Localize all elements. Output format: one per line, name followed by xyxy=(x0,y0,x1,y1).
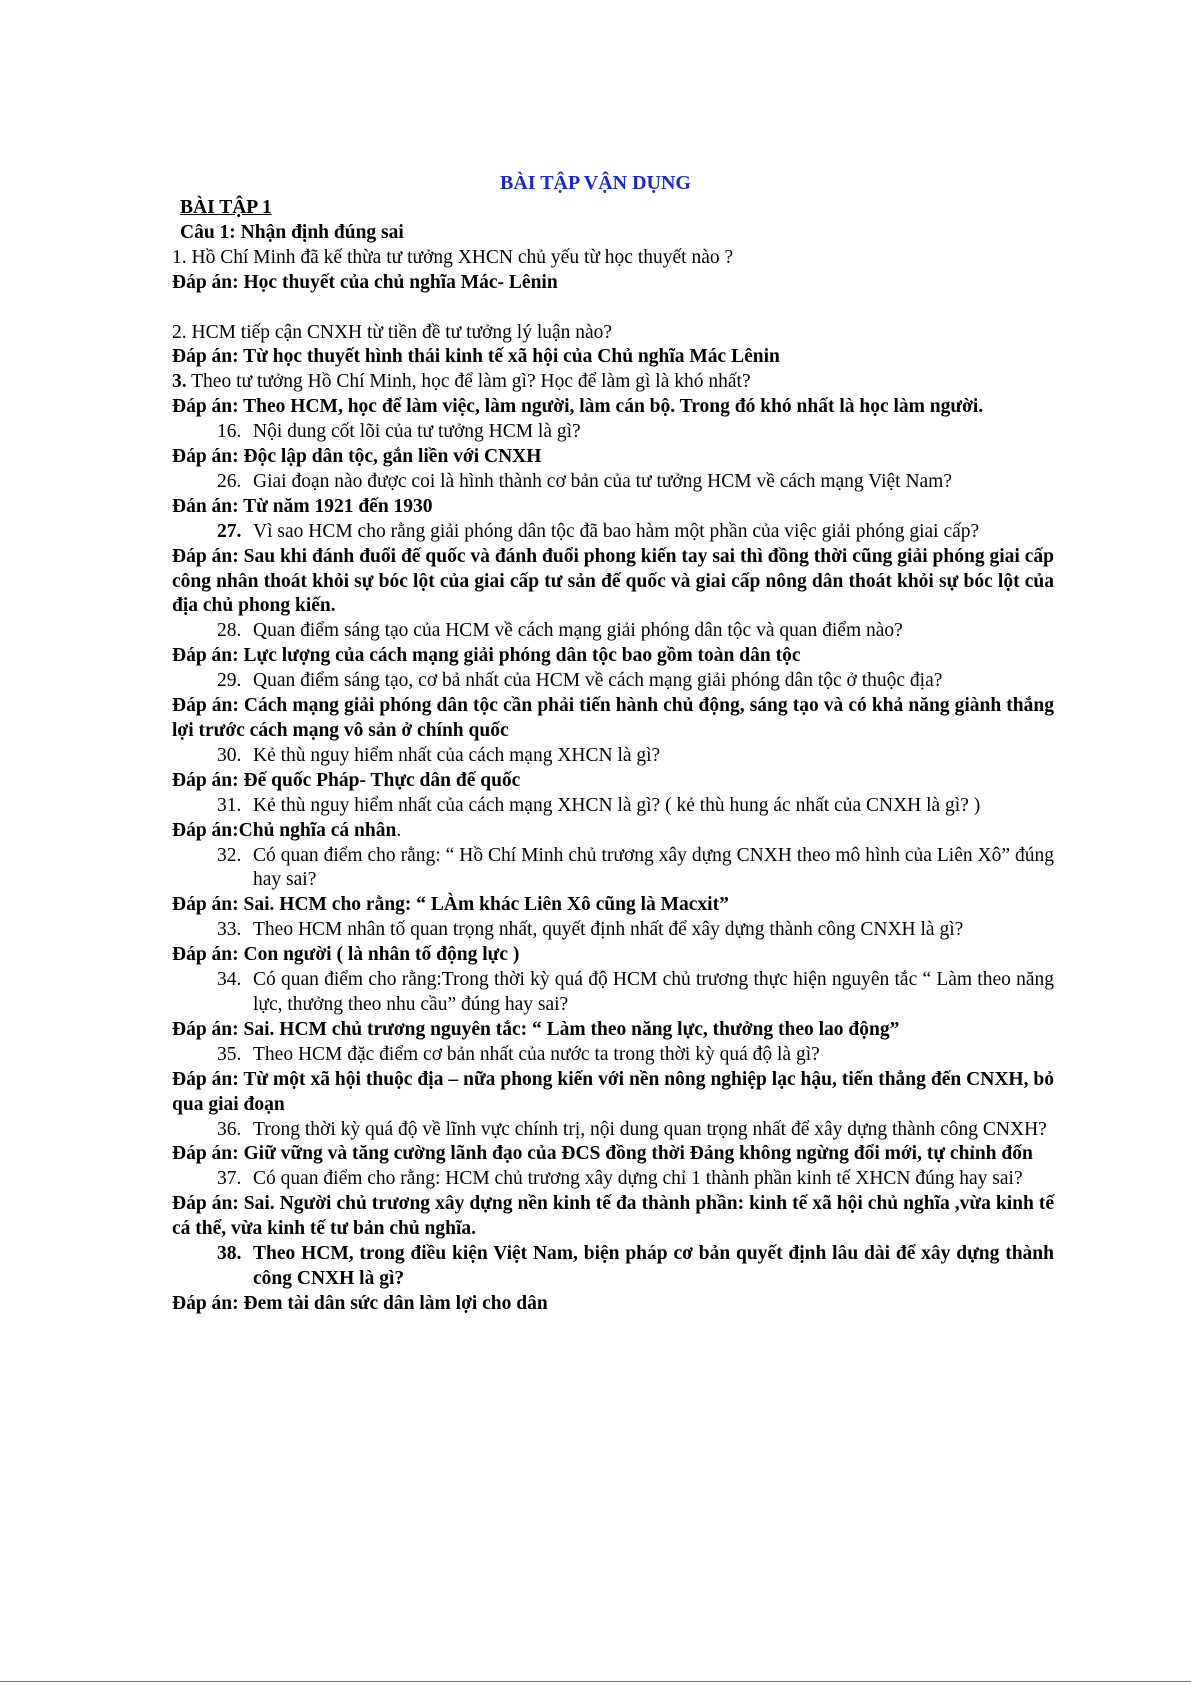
answer-text: Đáp án: Cách mạng giải phóng dân tộc cần phải tiến hành chủ động, sáng tạo và có khả năng giành thắng lợi trước cách mạng vô sản ở chính quốc xyxy=(172,695,1054,742)
question-number: 28. xyxy=(217,620,242,642)
numbered-question xyxy=(172,794,1054,819)
page-bottom-rule xyxy=(0,1681,1191,1682)
question-number: 31. xyxy=(217,794,242,816)
numbered-question xyxy=(172,1118,1054,1143)
answer-text: Đáp án: Đế quốc Pháp- Thực dân đế quốc xyxy=(172,769,521,791)
question-body: Vì sao HCM cho rằng giải phóng dân tộc đã bao hàm một phần của việc giải phóng giai cấp? xyxy=(253,520,980,542)
question-text: 2. HCM tiếp cận CNXH từ tiền đề tư tưởng lý luận nào? xyxy=(172,321,613,343)
numbered-question xyxy=(172,520,1054,545)
question-number: 32. xyxy=(217,844,242,866)
question-number: 30. xyxy=(217,744,242,766)
question-body: Có quan điểm cho rằng:Trong thời kỳ quá độ HCM chủ trương thực hiện nguyên tắc “ Làm theo năng lực, thưởng theo nhu cầu” đúng hay sai? xyxy=(253,969,1054,1015)
answer-text: Đáp án: Con người ( là nhân tố động lực ) xyxy=(172,944,520,966)
numbered-question xyxy=(172,1242,1054,1292)
question-body: Kẻ thù nguy hiểm nhất của cách mạng XHCN là gì? ( kẻ thù hung ác nhất của CNXH là gì? ) xyxy=(253,794,981,816)
question-number: 35. xyxy=(217,1043,242,1065)
question-body: Quan điểm sáng tạo của HCM về cách mạng giải phóng dân tộc và quan điểm nào? xyxy=(253,620,903,642)
answer-text: Đáp án: Từ học thuyết hình thái kinh tế xã hội của Chủ nghĩa Mác Lênin xyxy=(172,346,780,368)
numbered-question xyxy=(172,918,1054,943)
answer-text: Đáp án: Độc lập dân tộc, gắn liền với CNXH xyxy=(172,446,542,468)
answer-text: Đáp án: Lực lượng của cách mạng giải phóng dân tộc bao gồm toàn dân tộc xyxy=(172,645,801,667)
numbered-question xyxy=(172,470,1054,495)
question-number: 16. xyxy=(217,421,242,443)
question-body: Trong thời kỳ quá độ về lĩnh vực chính trị, nội dung quan trọng nhất để xây dựng thành công CNXH? xyxy=(253,1118,1047,1140)
question-number: 29. xyxy=(217,670,242,692)
answer-text: Đáp án: Học thuyết của chủ nghĩa Mác- Lênin xyxy=(172,271,558,293)
question-number: 26. xyxy=(217,470,242,492)
section-heading: Câu 1: Nhận định đúng sai xyxy=(180,221,404,243)
numbered-question xyxy=(172,744,1054,769)
numbered-question xyxy=(172,669,1054,694)
document-body xyxy=(172,196,1054,1317)
numbered-question xyxy=(172,420,1054,445)
spacer xyxy=(172,296,1054,321)
question-body: Giai đoạn nào được coi là hình thành cơ bản của tư tưởng HCM về cách mạng Việt Nam? xyxy=(253,470,953,492)
numbered-question xyxy=(172,844,1054,894)
answer-text: Đáp án: Sai. HCM chủ trương nguyên tắc: “ Làm theo năng lực, thưởng theo lao động” xyxy=(172,1018,900,1040)
question-text xyxy=(172,370,1054,395)
answer-text: Đáp án: Đem tài dân sức dân làm lợi cho dân xyxy=(172,1292,548,1314)
answer-text: Đáp án: Từ một xã hội thuộc địa – nữa phong kiến với nền nông nghiệp lạc hậu, tiến thẳng đến CNXH, bỏ qua giai đoạn xyxy=(172,1068,1054,1115)
answer-text: Đáp án: Giữ vững và tăng cường lãnh đạo của ĐCS đồng thời Đảng không ngừng đổi mới, tự chỉnh đốn xyxy=(172,1143,1033,1165)
question-body: Kẻ thù nguy hiểm nhất của cách mạng XHCN là gì? xyxy=(253,744,661,766)
question-number: 33. xyxy=(217,919,242,941)
answer-body: Đáp án:Chủ nghĩa cá nhân xyxy=(172,819,397,841)
question-body: Theo HCM đặc điểm cơ bản nhất của nước ta trong thời kỳ quá độ là gì? xyxy=(253,1043,820,1065)
answer-text: Đáp án: Theo HCM, học để làm việc, làm người, làm cán bộ. Trong đó khó nhất là học làm người. xyxy=(172,396,984,418)
question-number: 34. xyxy=(217,969,242,991)
question-body: Có quan điểm cho rằng: HCM chủ trương xây dựng chỉ 1 thành phần kinh tế XHCN đúng hay sai? xyxy=(253,1168,1023,1190)
question-text: 1. Hồ Chí Minh đã kế thừa tư tưởng XHCN chủ yếu từ học thuyết nào ? xyxy=(172,246,734,268)
answer-text: Đáp án: Sau khi đánh đuổi đế quốc và đánh đuổi phong kiến tay sai thì đồng thời cũng giải phóng giai cấp công nhân thoát khỏi sự bóc lột của giai cấp tư sản đế quốc và giai cấp nông dân thoát khỏi sự bóc lột của địa chủ phong kiến. xyxy=(172,545,1054,617)
question-body: Có quan điểm cho rằng: “ Hồ Chí Minh chủ trương xây dựng CNXH theo mô hình của Liên Xô” đúng hay sai? xyxy=(253,844,1054,891)
question-number: 3. xyxy=(172,371,187,393)
numbered-question xyxy=(172,1167,1054,1192)
question-body: Theo HCM, trong điều kiện Việt Nam, biện pháp cơ bản quyết định lâu dài để xây dựng thành công CNXH là gì? xyxy=(253,1243,1054,1289)
document-title: BÀI TẬP VẬN DỤNG xyxy=(500,172,691,194)
question-number: 37. xyxy=(217,1168,242,1190)
question-body: Theo HCM nhân tố quan trọng nhất, quyết định nhất để xây dựng thành công CNXH là gì? xyxy=(253,919,964,941)
question-number: 36. xyxy=(217,1118,242,1140)
answer-text: Đáp án: Sai. HCM cho rằng: “ LÀm khác Liên Xô cũng là Macxit” xyxy=(172,894,729,916)
numbered-question xyxy=(172,968,1054,1018)
answer-period: . xyxy=(396,819,402,841)
question-body: Theo tư tưởng Hồ Chí Minh, học để làm gì? Học để làm gì là khó nhất? xyxy=(186,371,751,393)
question-body: Quan điểm sáng tạo, cơ bả nhất của HCM về cách mạng giải phóng dân tộc ở thuộc địa? xyxy=(253,670,943,692)
numbered-question xyxy=(172,1043,1054,1068)
answer-text xyxy=(172,819,1054,844)
answer-text: Đáp án: Sai. Người chủ trương xây dựng nền kinh tế đa thành phần: kinh tế xã hội chủ nghĩa ,vừa kinh tế cá thể, vừa kinh tế tư bản chủ nghĩa. xyxy=(172,1193,1054,1240)
numbered-question xyxy=(172,619,1054,644)
question-number: 27. xyxy=(217,520,242,542)
exercise-heading: BÀI TẬP 1 xyxy=(180,197,272,218)
answer-text: Đán án: Từ năm 1921 đến 1930 xyxy=(172,495,433,517)
question-number: 38. xyxy=(217,1243,242,1265)
question-body: Nội dung cốt lõi của tư tưởng HCM là gì? xyxy=(253,421,581,443)
